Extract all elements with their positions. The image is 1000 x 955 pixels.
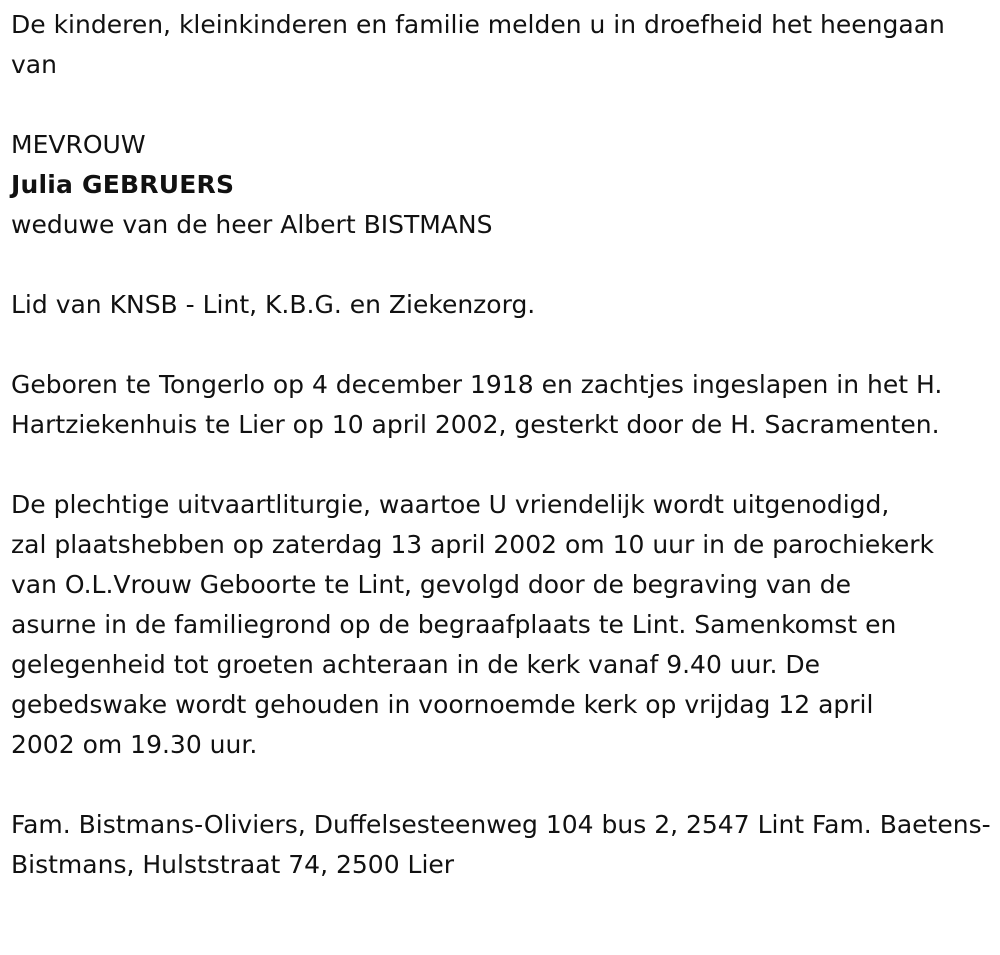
honorific: MEVROUW	[11, 130, 146, 159]
funeral-line: 2002 om 19.30 uur.	[11, 730, 258, 759]
death-notice	[11, 5, 996, 885]
spacer	[11, 765, 996, 805]
family-addresses: Fam. Bistmans-Oliviers, Duffelsesteenweg 104 bus 2, 2547 Lint Fam. Baetens-Bistmans, Hulststraat 74, 2500 Lier	[11, 810, 991, 879]
funeral-line: gelegenheid tot groeten achteraan in de kerk vanaf 9.40 uur. De	[11, 650, 820, 679]
funeral-line: De plechtige uitvaartliturgie, waartoe U vriendelijk wordt uitgenodigd,	[11, 490, 890, 519]
spacer	[11, 445, 996, 485]
funeral-line: zal plaatshebben op zaterdag 13 april 2002 om 10 uur in de parochiekerk	[11, 530, 935, 559]
funeral-line: gebedswake wordt gehouden in voornoemde kerk op vrijdag 12 april	[11, 690, 874, 719]
spouse-line: weduwe van de heer Albert BISTMANS	[11, 210, 493, 239]
funeral-line: van O.L.Vrouw Geboorte te Lint, gevolgd door de begraving van de	[11, 570, 852, 599]
birth-death-text: Geboren te Tongerlo op 4 december 1918 en zachtjes ingeslapen in het H. Hartziekenhuis te Lier op 10 april 2002, gesterkt door de H. Sacramenten.	[11, 370, 943, 439]
deceased-name: Julia GEBRUERS	[11, 170, 235, 199]
spacer	[11, 85, 996, 125]
membership-line: Lid van KNSB - Lint, K.B.G. en Ziekenzorg.	[11, 290, 536, 319]
spacer	[11, 325, 996, 365]
intro-text: De kinderen, kleinkinderen en familie melden u in droefheid het heengaan van	[11, 10, 945, 79]
funeral-text	[11, 485, 996, 765]
spacer	[11, 245, 996, 285]
funeral-line: asurne in de familiegrond op de begraafplaats te Lint. Samenkomst en	[11, 610, 897, 639]
